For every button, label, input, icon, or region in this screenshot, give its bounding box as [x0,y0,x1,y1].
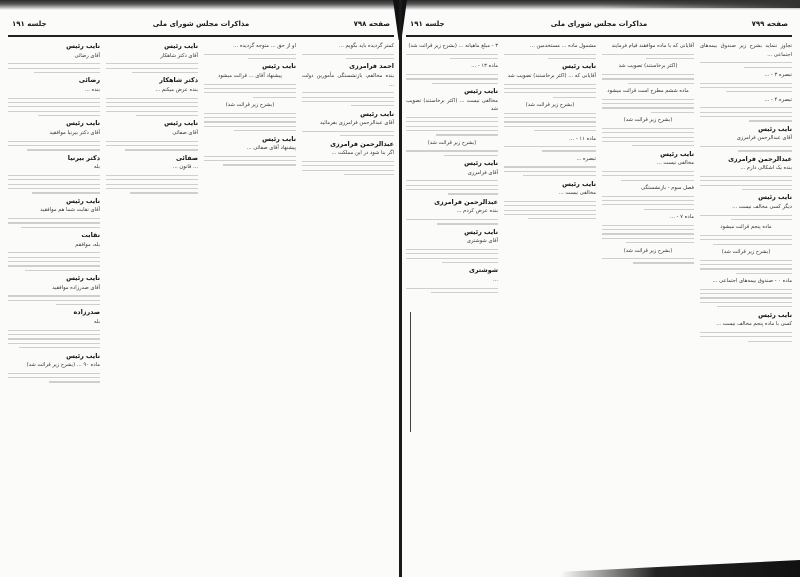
paragraph-text: بنده مخالفم، بازنشستگی مأمورین دولت ... [302,72,394,88]
illegible-text-line [406,288,498,289]
illegible-text-line [700,289,792,290]
illegible-text-line [504,54,596,55]
illegible-text-line [8,188,100,189]
paragraph-text: ۳ - مبلغ ماهیانه ... (بشرح زیر قرائت شد) [408,43,498,49]
illegible-text-line [106,102,198,103]
illegible-text-line [302,92,394,93]
illegible-text-line [700,302,792,303]
paragraph-text: بله، موافقم [75,241,100,248]
speaker-name: عبدالرحمن فرامرزی [434,197,498,206]
illegible-text-line [602,107,694,108]
illegible-text-line [602,99,694,100]
illegible-text-line [106,68,198,69]
illegible-text-line [8,218,100,219]
paragraph-text: آقای فرامرزی [467,169,498,176]
illegible-text-line [223,164,296,165]
illegible-text-line [8,300,100,301]
speaker-name: نایب رئیس [66,42,100,50]
illegible-text-line [406,121,498,122]
illegible-text-line [700,107,792,108]
illegible-text-line [731,219,792,220]
paragraph-text: بله [94,164,100,171]
illegible-text-line [302,165,394,166]
illegible-text-line [302,161,394,162]
speaker-name: صفائی [175,153,198,162]
illegible-text-line [204,84,296,85]
illegible-text-line [602,200,694,201]
illegible-text-line [602,78,694,79]
illegible-text-line [736,273,792,274]
paragraph-text: آقای عبدالرحمن فرامرزی [736,135,792,142]
illegible-text-line [406,130,498,131]
illegible-text-line [444,155,498,156]
illegible-text-line [504,121,596,122]
illegible-text-line [700,293,792,294]
paragraph-text: آقایانی که ... (اکثر برخاستند) تصویب شد [507,72,596,79]
illegible-text-line [106,98,198,99]
paragraph-text: ماده ۹۰ ... (بشرح زیر قرائت شد) [26,362,100,369]
illegible-text-line [602,54,694,55]
illegible-text-line [450,58,498,59]
illegible-text-line [8,252,100,253]
illegible-text-line [8,175,100,176]
illegible-text-line [106,141,198,142]
illegible-text-line [553,97,596,98]
illegible-text-line [528,218,596,219]
illegible-text-line [504,214,596,215]
column [504,42,596,567]
illegible-text-line [504,205,596,206]
left-columns [8,42,394,567]
speaker-name: احمد فرامرزی [349,62,394,71]
speaker-name: شوشتری [468,266,498,275]
page-number: صفحه ۷۹۹ [751,20,788,28]
illegible-text-line [602,128,694,129]
illegible-text-line [344,174,394,175]
paragraph-text: فصل سوم - بازنشستگی [641,184,694,191]
speaker-name: نایب رئیس [758,310,792,319]
illegible-text-line [602,74,694,75]
paragraph-text: آقای دکتر بیرنیا موافقید [49,129,100,136]
illegible-text-line [38,115,100,116]
speaker-name: نایب رئیس [464,227,498,236]
paragraph-text: ... قانون ... [172,164,198,171]
illegible-text-line [248,58,296,59]
speaker-name: نقابت [81,231,100,240]
paragraph-text: تبصره ... [576,155,596,162]
illegible-text-line [132,72,198,73]
paragraph-text: آقای صدرزاده موافقید [52,284,100,291]
illegible-text-line [534,130,596,131]
illegible-text-line [700,268,792,269]
illegible-text-line [504,117,596,118]
speaker-name: نایب رئیس [464,87,498,96]
speaker-name: نایب رئیس [66,119,100,128]
paragraph-text: اگر بنا شود در این مملکت ... [331,150,394,157]
illegible-text-line [548,58,596,59]
illegible-text-line [749,120,792,121]
paragraph-text: تبصره ۳ - ... [764,71,792,78]
illegible-text-line [602,171,694,172]
illegible-text-line [406,74,498,75]
illegible-text-line [204,113,296,114]
illegible-text-line [504,166,596,167]
illegible-text-line [340,135,394,136]
scan-top-right-shadow [600,0,800,8]
paragraph-text: بنده ... [84,86,100,93]
illegible-text-line [744,67,792,68]
speaker-name: نایب رئیس [562,62,596,71]
illegible-text-line [700,176,792,177]
paragraph-text: آقای نقابت شما هم موافقید [40,207,100,214]
paragraph-text: کمتر گردیده باید بگویم ... [338,43,394,49]
illegible-text-line [504,88,596,89]
illegible-text-line [106,111,198,112]
illegible-text-line [602,137,694,138]
header-rule [406,35,792,37]
illegible-text-line [8,373,100,374]
illegible-text-line [234,130,296,131]
illegible-text-line [406,78,498,79]
paragraph-text: ماده ۱۱ - ... [569,135,596,142]
paragraph-text: آقای صفائی [172,129,198,136]
paragraph-text: (بشرح زیر قرائت شد) [427,139,477,146]
paragraph-text: ماده پنجم قرائت میشود [720,224,772,231]
illegible-text-line [504,126,596,127]
illegible-text-line [8,68,100,69]
paragraph-text: تجاوز ننماید بشرح زیر صندوق بیمه‌های اجتماعی ... [700,43,792,58]
binding-gutter [399,0,402,577]
speaker-name: نایب رئیس [66,196,100,205]
illegible-text-line [602,204,694,205]
paragraph-text: کسی با ماده پنجم مخالف نیست ... [716,321,792,328]
illegible-text-line [713,244,792,245]
illegible-text-line [602,225,694,226]
paragraph-text: تبصره ۴ - ... [764,96,792,103]
illegible-text-line [700,297,792,298]
illegible-text-line [106,106,198,107]
illegible-text-line [8,257,100,258]
illegible-text-line [8,102,100,103]
illegible-text-line [448,193,498,194]
illegible-text-line [406,219,498,220]
illegible-text-line [602,132,694,133]
paragraph-text: بنده عرض میکنم ... [155,86,198,93]
illegible-text-line [106,175,198,176]
illegible-text-line [351,105,394,106]
column [106,42,198,567]
column [302,42,394,567]
speaker-name: نایب رئیس [758,124,792,133]
illegible-text-line [602,229,694,230]
illegible-text-line [8,222,100,223]
illegible-text-line [106,179,198,180]
paragraph-text: مشمول ماده ... مستخدمین ... [529,43,596,49]
illegible-text-line [106,184,198,185]
illegible-text-line [700,215,792,216]
illegible-text-line [8,179,100,180]
speaker-name: نایب رئیس [360,109,394,118]
paragraph-text: آقایانی که با ماده موافقند قیام فرمایند [611,43,694,49]
illegible-text-line [700,116,792,117]
paragraph-text: مخالفی نیست ... (اکثر برخاستند) تصویب شد [406,97,498,113]
illegible-text-line [106,188,198,189]
paragraph-text: آقای عبدالرحمن فرامرزی بفرمائید [320,120,394,127]
illegible-text-line [406,180,498,181]
illegible-text-line [406,258,498,259]
illegible-text-line [8,338,100,339]
illegible-text-line [8,265,100,266]
illegible-text-line [738,150,792,151]
illegible-text-line [302,54,394,55]
paragraph-text: آقای شوشتری [466,238,498,245]
column [204,42,296,567]
illegible-text-line [204,126,296,127]
paragraph-text: ماده ۷ - ... [670,214,694,221]
left-page-header [8,20,394,34]
illegible-text-line [204,121,296,122]
illegible-text-line [204,54,296,55]
illegible-text-line [651,112,694,113]
illegible-text-line [602,103,694,104]
illegible-text-line [106,63,198,64]
illegible-text-line [8,334,100,335]
illegible-text-line [8,184,100,185]
illegible-text-line [700,146,792,147]
illegible-text-line [717,306,792,307]
illegible-text-line [8,295,100,296]
paragraph-text: دیگر کسی مخالف نیست ... [732,203,792,210]
right-page-header [406,20,792,34]
illegible-text-line [8,98,100,99]
session-number: جلسه ۱۹۱ [410,20,445,28]
illegible-text-line [21,227,100,228]
paragraph-text: آقای رضائی [74,52,100,59]
paragraph-text: (اکثر برخاستند) تصویب شد [618,63,678,70]
illegible-text-line [602,258,694,259]
paragraph-text: (بشرح زیر قرائت شد) [623,117,673,124]
illegible-text-line [504,210,596,211]
illegible-text-line [49,381,100,382]
paragraph-text: پیشنهاد آقای ... قرائت میشود [218,72,282,79]
illegible-text-line [700,239,792,240]
illegible-text-line [204,117,296,118]
illegible-text-line [700,62,792,63]
illegible-text-line [204,88,296,89]
speaker-name: دکتر بیرنیا [67,153,100,162]
illegible-text-line [130,192,198,193]
paragraph-text: (بشرح زیر قرائت شد) [623,247,673,254]
illegible-text-line [302,97,394,98]
paragraph-text: بنده یک اشکالی دارم ... [740,165,792,172]
illegible-text-line [27,149,100,150]
column [406,42,498,567]
illegible-text-line [633,262,694,263]
speaker-name: نایب رئیس [164,42,198,50]
illegible-text-line [700,185,792,186]
speaker-name: نایب رئیس [660,149,694,158]
session-number: جلسه ۱۹۱ [12,20,47,28]
illegible-text-line [406,150,498,151]
illegible-text-line [204,160,296,161]
speaker-name: نایب رئیس [262,62,296,71]
illegible-text-line [204,156,296,157]
illegible-text-line [32,192,100,193]
illegible-text-line [700,83,792,84]
paragraph-text: ماده ۱۳ - ... [471,63,498,70]
illegible-text-line [700,336,792,337]
illegible-text-line [700,264,792,265]
speaker-name: نایب رئیس [464,159,498,168]
speaker-name: نایب رئیس [262,134,296,143]
illegible-text-line [628,83,694,84]
paragraph-text: (بشرح زیر قرائت شد) [721,249,771,256]
illegible-text-line [406,54,498,55]
illegible-text-line [302,131,394,132]
illegible-text-line [406,185,498,186]
speaker-name: رضائی [78,76,100,85]
illegible-text-line [346,58,394,59]
illegible-text-line [504,201,596,202]
illegible-text-line [700,180,792,181]
illegible-text-line [8,106,100,107]
left-page [8,12,394,567]
illegible-text-line [437,223,498,224]
illegible-text-line [8,63,100,64]
speaker-name: نایب رئیس [758,193,792,202]
column [602,42,694,567]
running-title: مذاکرات مجلس شورای ملی [550,20,648,28]
paragraph-text: او از حق ... متوجه گردیده ... [233,43,296,49]
illegible-text-line [253,97,296,98]
paragraph-text: بله [94,319,100,326]
illegible-text-line [436,134,498,135]
illegible-text-line [204,92,296,93]
illegible-text-line [523,175,596,176]
speaker-name: دکتر شاهکار [159,76,198,85]
illegible-text-line [748,341,792,342]
illegible-text-line [646,58,694,59]
speaker-name: عبدالرحمن فرامرزی [728,154,792,163]
illegible-text-line [602,141,694,142]
running-title: مذاکرات مجلس شورای ملی [152,20,250,28]
illegible-text-line [504,84,596,85]
paragraph-text: مخالفی نیست ... [558,190,596,197]
illegible-text-line [406,189,498,190]
illegible-text-line [125,149,198,150]
paragraph-text: ماده ۰ - صندوق بیمه‌های اجتماعی ... [712,278,792,285]
illegible-text-line [742,189,792,190]
illegible-text-line [302,170,394,171]
illegible-text-line [632,145,694,146]
paragraph-text: (بشرح زیر قرائت شد) [225,102,275,109]
illegible-text-line [442,262,498,263]
illegible-text-line [25,270,100,271]
speaker-name: نایب رئیس [164,119,198,128]
illegible-text-line [8,330,100,331]
illegible-text-line [602,238,694,239]
header-rule [8,35,394,37]
paragraph-text: آقای دکتر شاهکار [160,52,198,59]
illegible-text-line [621,180,694,181]
illegible-text-line [302,101,394,102]
illegible-text-line [700,260,792,261]
illegible-text-line [56,304,100,305]
right-page [406,12,792,567]
illegible-text-line [626,242,694,243]
speaker-name: عبدالرحمن فرامرزی [330,139,394,148]
illegible-text-line [602,233,694,234]
illegible-text-line [136,115,198,116]
right-columns [406,42,792,567]
illegible-text-line [602,196,694,197]
paragraph-text: ... [493,276,498,283]
illegible-text-line [726,91,792,92]
illegible-text-line [432,83,498,84]
illegible-text-line [431,292,498,293]
illegible-text-line [106,145,198,146]
paragraph-text: ماده ششم مطرح است قرائت میشود [607,88,689,95]
illegible-text-line [406,126,498,127]
illegible-text-line [406,253,498,254]
illegible-text-line [602,175,694,176]
illegible-text-line [504,146,596,147]
paragraph-text: (بشرح زیر قرائت شد) [525,102,575,109]
illegible-text-line [406,249,498,250]
illegible-text-line [644,209,694,210]
illegible-text-line [504,113,596,114]
illegible-text-line [504,92,596,93]
illegible-text-line [700,112,792,113]
paragraph-text: پیشنهاد آقای صفائی ... [246,145,296,152]
illegible-text-line [8,343,100,344]
illegible-text-line [8,145,100,146]
paragraph-text: مخالفی نیست ... [656,160,694,167]
illegible-text-line [34,72,100,73]
speaker-name: نایب رئیس [66,351,100,360]
paragraph-text: بنده عرض کردم ... [456,208,498,215]
illegible-text-line [8,377,100,378]
illegible-text-line [700,332,792,333]
page-number: صفحه ۷۹۸ [353,20,390,28]
illegible-text-line [8,261,100,262]
illegible-text-line [8,111,100,112]
illegible-text-line [19,347,100,348]
illegible-text-line [8,141,100,142]
column [8,42,100,567]
speaker-name: صدرزاده [73,308,100,317]
illegible-text-line [504,171,596,172]
speaker-name: نایب رئیس [562,179,596,188]
illegible-text-line [700,235,792,236]
illegible-text-line [542,150,596,151]
illegible-text-line [700,87,792,88]
illegible-text-line [406,117,498,118]
speaker-name: نایب رئیس [66,274,100,283]
column [700,42,792,567]
